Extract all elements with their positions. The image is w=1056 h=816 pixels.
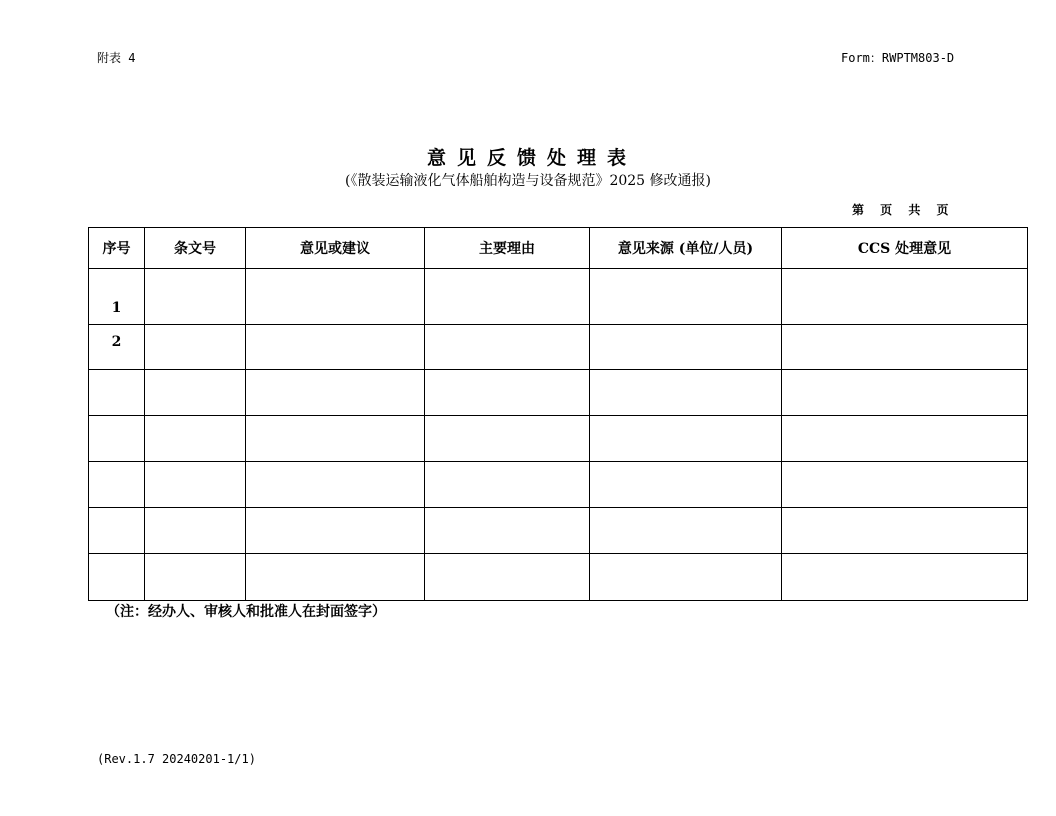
col-header-source: 意见来源 (单位/人员) — [590, 228, 782, 269]
cell-clause[interactable] — [145, 416, 246, 462]
cell-source[interactable] — [590, 370, 782, 416]
table-row — [89, 416, 1028, 462]
cell-ccs-opinion[interactable] — [782, 325, 1028, 370]
cell-suggestion[interactable] — [246, 325, 425, 370]
table-row — [89, 508, 1028, 554]
revision-label: (Rev.1.7 20240201-1/1) — [97, 752, 256, 766]
cell-reason[interactable] — [425, 462, 590, 508]
cell-source[interactable] — [590, 554, 782, 601]
cell-clause[interactable] — [145, 325, 246, 370]
cell-reason[interactable] — [425, 269, 590, 325]
col-header-reason: 主要理由 — [425, 228, 590, 269]
cell-clause[interactable] — [145, 554, 246, 601]
cell-ccs-opinion[interactable] — [782, 370, 1028, 416]
cell-clause[interactable] — [145, 269, 246, 325]
cell-clause[interactable] — [145, 370, 246, 416]
table-row — [89, 462, 1028, 508]
cell-index[interactable] — [89, 462, 145, 508]
cell-reason[interactable] — [425, 416, 590, 462]
cell-reason[interactable] — [425, 508, 590, 554]
col-header-index: 序号 — [89, 228, 145, 269]
cell-clause[interactable] — [145, 508, 246, 554]
cell-ccs-opinion[interactable] — [782, 508, 1028, 554]
cell-source[interactable] — [590, 325, 782, 370]
table-row — [89, 554, 1028, 601]
cell-reason[interactable] — [425, 325, 590, 370]
cell-suggestion[interactable] — [246, 554, 425, 601]
page-number-info: 第 页 共 页 — [852, 203, 955, 217]
cell-ccs-opinion[interactable] — [782, 554, 1028, 601]
col-header-suggestion: 意见或建议 — [246, 228, 425, 269]
cell-source[interactable] — [590, 462, 782, 508]
cell-index[interactable] — [89, 508, 145, 554]
cell-source[interactable] — [590, 416, 782, 462]
table-row — [89, 370, 1028, 416]
table-row — [89, 325, 1028, 370]
page-subtitle: (《散装运输液化气体船舶构造与设备规范》2025 修改通报) — [344, 173, 711, 189]
cell-index[interactable]: 2 — [89, 325, 145, 370]
cell-reason[interactable] — [425, 370, 590, 416]
feedback-table — [88, 227, 1028, 601]
cell-suggestion[interactable] — [246, 508, 425, 554]
cell-reason[interactable] — [425, 554, 590, 601]
signature-note: （注：经办人、审核人和批准人在封面签字） — [106, 604, 386, 620]
cell-source[interactable] — [590, 508, 782, 554]
cell-ccs-opinion[interactable] — [782, 269, 1028, 325]
cell-clause[interactable] — [145, 462, 246, 508]
table-header-row — [89, 228, 1028, 269]
cell-suggestion[interactable] — [246, 370, 425, 416]
cell-index[interactable] — [89, 416, 145, 462]
cell-index[interactable]: 1 — [89, 269, 145, 325]
cell-suggestion[interactable] — [246, 269, 425, 325]
form-code: Form：RWPTM803-D — [841, 51, 955, 65]
cell-suggestion[interactable] — [246, 462, 425, 508]
cell-ccs-opinion[interactable] — [782, 416, 1028, 462]
attachment-label: 附表 4 — [97, 51, 136, 65]
cell-index[interactable] — [89, 554, 145, 601]
cell-suggestion[interactable] — [246, 416, 425, 462]
cell-index[interactable] — [89, 370, 145, 416]
cell-source[interactable] — [590, 269, 782, 325]
col-header-ccs-opinion: CCS 处理意见 — [782, 228, 1028, 269]
table-row — [89, 269, 1028, 325]
col-header-clause: 条文号 — [145, 228, 246, 269]
cell-ccs-opinion[interactable] — [782, 462, 1028, 508]
page-title: 意见反馈处理表 — [426, 147, 637, 169]
